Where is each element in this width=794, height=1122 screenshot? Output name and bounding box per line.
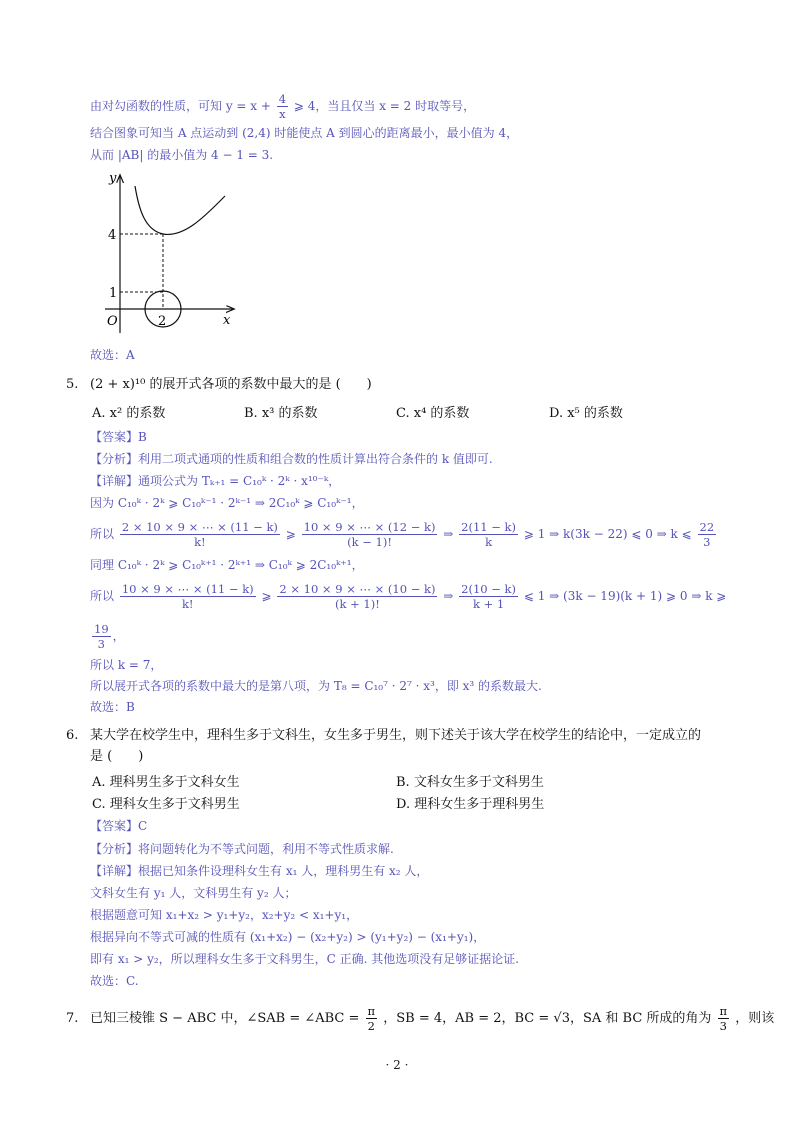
q7-part-b: ，SB = 4，AB = 2，BC = √3，SA 和 BC 所成的角为 <box>383 1011 712 1026</box>
frac-num: 4 <box>278 92 287 106</box>
q6-detail-3: 根据题意可知 x₁+x₂ > y₁+y₂，x₂+y₂ < x₁+y₁， <box>90 908 359 922</box>
frac-den: k <box>485 535 493 549</box>
d5-tail: ⩽ 1 ⇒ (3k − 19)(k + 1) ⩾ 0 ⇒ k ⩾ <box>523 589 727 603</box>
d5-mid: ⩾ <box>261 589 272 603</box>
q5-detail-1: 【详解】通项公式为 Tₖ₊₁ = C₁₀ᵏ · 2ᵏ · x¹⁰⁻ᵏ， <box>90 474 341 488</box>
intro-line-1-a: 由对勾函数的性质，可知 y = x + <box>90 99 271 113</box>
q6-stem-1: 某大学在校学生中，理科生多于文科生，女生多于男生，则下述关于该大学在校学生的结论中，一定成立的 <box>90 728 702 743</box>
frac-den: 3 <box>719 1019 727 1033</box>
function-graph <box>95 168 245 340</box>
q6-option-d: D. 理科女生多于理科男生 <box>396 797 545 812</box>
d3-arrow: ⇒ <box>443 527 454 541</box>
d3-frac-1 <box>120 520 280 549</box>
d6-tail: ， <box>112 629 125 643</box>
d5-frac-3 <box>459 582 518 611</box>
intro-line-1-b: ⩾ 4，当且仅当 x = 2 时取等号， <box>293 99 476 113</box>
frac-den: (k + 1)! <box>335 597 380 611</box>
d6-frac <box>92 622 111 651</box>
curve <box>135 186 225 234</box>
frac-num: 22 <box>699 520 715 534</box>
q5-detail-6 <box>90 622 125 651</box>
frac-den: k + 1 <box>472 597 505 611</box>
q5-stem: (2 + x)¹⁰ 的展开式各项的系数中最大的是 ( ) <box>90 377 372 392</box>
frac-num: 2 × 10 × 9 × ⋯ × (10 − k) <box>279 582 436 596</box>
q6-option-b: B. 文科女生多于文科男生 <box>396 775 544 790</box>
frac-num: 2(10 − k) <box>461 582 517 596</box>
tick-2: 2 <box>158 314 167 329</box>
q6-number: 6. <box>66 728 79 743</box>
q6-option-a: A. 理科男生多于文科女生 <box>92 775 240 790</box>
tick-1: 1 <box>109 286 118 301</box>
intro-line-1 <box>90 92 475 121</box>
q5-detail-8: 所以展开式各项的系数中最大的是第八项，为 T₈ = C₁₀⁷ · 2⁷ · x³，即 x³ 的系数最大. <box>90 679 542 693</box>
q7-frac-2 <box>718 1004 730 1033</box>
frac-den: 3 <box>97 637 105 651</box>
frac-num: π <box>719 1004 728 1018</box>
q5-detail-9: 故选：B <box>90 700 135 714</box>
q7-part-c: ，则该 <box>735 1011 775 1026</box>
intro-line-2: 结合图象可知当 A 点运动到 (2,4) 时能使点 A 到圆心的距离最小，最小值为 4， <box>90 126 519 140</box>
q7-part-a: 已知三棱锥 S − ABC 中，∠SAB = ∠ABC = <box>90 1011 360 1026</box>
frac-num: 19 <box>94 622 109 636</box>
q7-frac-1 <box>366 1004 378 1033</box>
q5-detail-5 <box>90 582 726 611</box>
x-label: x <box>223 313 231 328</box>
d3-tail: ⩾ 1 ⇒ k(3k − 22) ⩽ 0 ⇒ k ⩽ <box>523 527 692 541</box>
frac-den: k! <box>194 535 206 549</box>
d5-pre: 所以 <box>90 589 115 603</box>
q7-number: 7. <box>66 1011 79 1026</box>
q5-option-d: D. x⁵ 的系数 <box>549 406 623 421</box>
q5-detail-7: 所以 k = 7， <box>90 658 163 672</box>
frac-den: k! <box>181 597 194 611</box>
q5-option-a: A. x² 的系数 <box>92 406 166 421</box>
q6-stem-2: 是 ( ) <box>90 749 144 764</box>
frac-den: (k − 1)! <box>347 535 392 549</box>
frac-den: 3 <box>703 535 711 549</box>
frac-num: π <box>367 1004 376 1018</box>
q6-analysis: 【分析】将问题转化为不等式问题，利用不等式性质求解. <box>90 842 394 856</box>
d3-frac-4 <box>698 520 717 549</box>
intro-fraction <box>277 92 288 121</box>
q5-answer: 【答案】B <box>90 430 147 444</box>
q5-detail-4: 同理 C₁₀ᵏ · 2ᵏ ⩾ C₁₀ᵏ⁺¹ · 2ᵏ⁺¹ ⇒ C₁₀ᵏ ⩾ 2C₁₀ᵏ⁺¹， <box>90 558 364 572</box>
intro-line-3: 从而 |AB| 的最小值为 4 − 1 = 3. <box>90 148 274 162</box>
q5-option-b: B. x³ 的系数 <box>244 406 318 421</box>
d3-mid: ⩾ <box>285 527 296 541</box>
tick-4: 4 <box>108 228 117 243</box>
page-number: · 2 · <box>385 1058 409 1072</box>
q6-detail-4: 根据异向不等式可减的性质有 (x₁+x₂) − (x₂+y₂) > (y₁+y₂) − (x₁+y₁)， <box>90 930 486 944</box>
frac-den: x <box>279 107 286 121</box>
d5-arrow: ⇒ <box>443 589 454 603</box>
frac-num: 2(11 − k) <box>461 520 517 534</box>
q6-detail-1: 【详解】根据已知条件设理科女生有 x₁ 人，理科男生有 x₂ 人， <box>90 864 429 878</box>
q6-detail-2: 文科女生有 y₁ 人，文科男生有 y₂ 人； <box>90 886 297 900</box>
d3-frac-3 <box>459 520 518 549</box>
d3-frac-2 <box>302 520 438 549</box>
q6-detail-6: 故选：C. <box>90 974 139 988</box>
q5-number: 5. <box>66 377 79 392</box>
frac-num: 2 × 10 × 9 × ⋯ × (11 − k) <box>121 520 278 534</box>
q5-detail-2: 因为 C₁₀ᵏ · 2ᵏ ⩾ C₁₀ᵏ⁻¹ · 2ᵏ⁻¹ ⇒ 2C₁₀ᵏ ⩾ C₁₀ᵏ⁻¹， <box>90 496 364 510</box>
frac-num: 10 × 9 × ⋯ × (12 − k) <box>303 520 436 534</box>
q7-stem <box>90 1004 774 1033</box>
y-label: y <box>109 171 117 186</box>
q5-detail-3 <box>90 520 718 549</box>
choice-4: 故选：A <box>90 348 135 362</box>
q6-detail-5: 即有 x₁ > y₂，所以理科女生多于文科男生，C 正确. 其他选项没有足够证据论证. <box>90 952 520 966</box>
q5-option-c: C. x⁴ 的系数 <box>396 406 470 421</box>
d5-frac-2 <box>277 582 437 611</box>
frac-den: 2 <box>367 1019 375 1033</box>
d3-pre: 所以 <box>90 527 115 541</box>
q6-option-c: C. 理科女生多于文科男生 <box>92 797 240 812</box>
frac-num: 10 × 9 × ⋯ × (11 − k) <box>121 582 254 596</box>
q5-analysis: 【分析】利用二项式通项的性质和组合数的性质计算出符合条件的 k 值即可. <box>90 452 493 466</box>
d5-frac-1 <box>120 582 256 611</box>
origin-label: O <box>107 314 118 329</box>
q6-answer: 【答案】C <box>90 819 148 833</box>
